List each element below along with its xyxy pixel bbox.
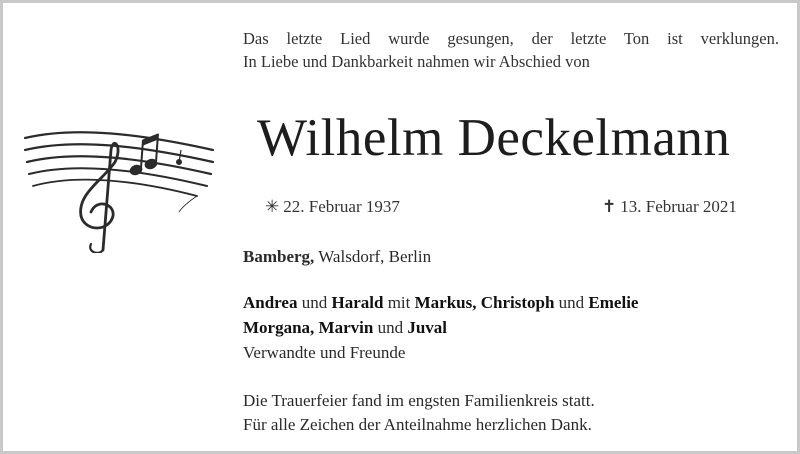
family-name: Juval — [407, 318, 448, 337]
family-name: Markus, Christoph — [414, 293, 555, 312]
family-line-2 — [243, 315, 783, 340]
family-name: Harald — [331, 293, 384, 312]
music-staff-treble-clef-icon — [21, 128, 221, 253]
closing-line-1: Die Trauerfeier fand im engsten Familienkreis statt. — [243, 391, 595, 410]
death-cross-icon: ✝ — [602, 197, 617, 216]
conjunction: und — [558, 293, 585, 312]
relatives-line: Verwandte und Freunde — [243, 343, 406, 362]
intro-line-1: Das letzte Lied wurde gesungen, der letzte Ton ist verklungen. — [243, 29, 779, 48]
intro-text — [243, 27, 779, 73]
birth-date-text: 22. Februar 1937 — [283, 197, 400, 216]
closing-line-2: Für alle Zeichen der Anteilnahme herzlichen Dank. — [243, 415, 592, 434]
place-others: Walsdorf, Berlin — [318, 247, 432, 266]
family-line-1 — [243, 290, 783, 315]
birth-star-icon: ✳ — [265, 197, 280, 216]
closing-text — [243, 389, 595, 437]
intro-line-2: In Liebe und Dankbarkeit nahmen wir Abschied von — [243, 52, 590, 71]
conjunction: und — [301, 293, 328, 312]
conjunction: mit — [387, 293, 411, 312]
family-name: Andrea — [243, 293, 298, 312]
places — [243, 244, 431, 269]
birth-date — [265, 197, 400, 217]
family-name: Emelie — [588, 293, 639, 312]
conjunction: und — [377, 318, 404, 337]
place-main: Bamberg, — [243, 247, 315, 266]
death-date-text: 13. Februar 2021 — [620, 197, 737, 216]
family-list — [243, 290, 783, 365]
deceased-name: Wilhelm Deckelmann — [257, 109, 731, 167]
family-name: Morgana, Marvin — [243, 318, 374, 337]
death-date — [602, 197, 737, 217]
